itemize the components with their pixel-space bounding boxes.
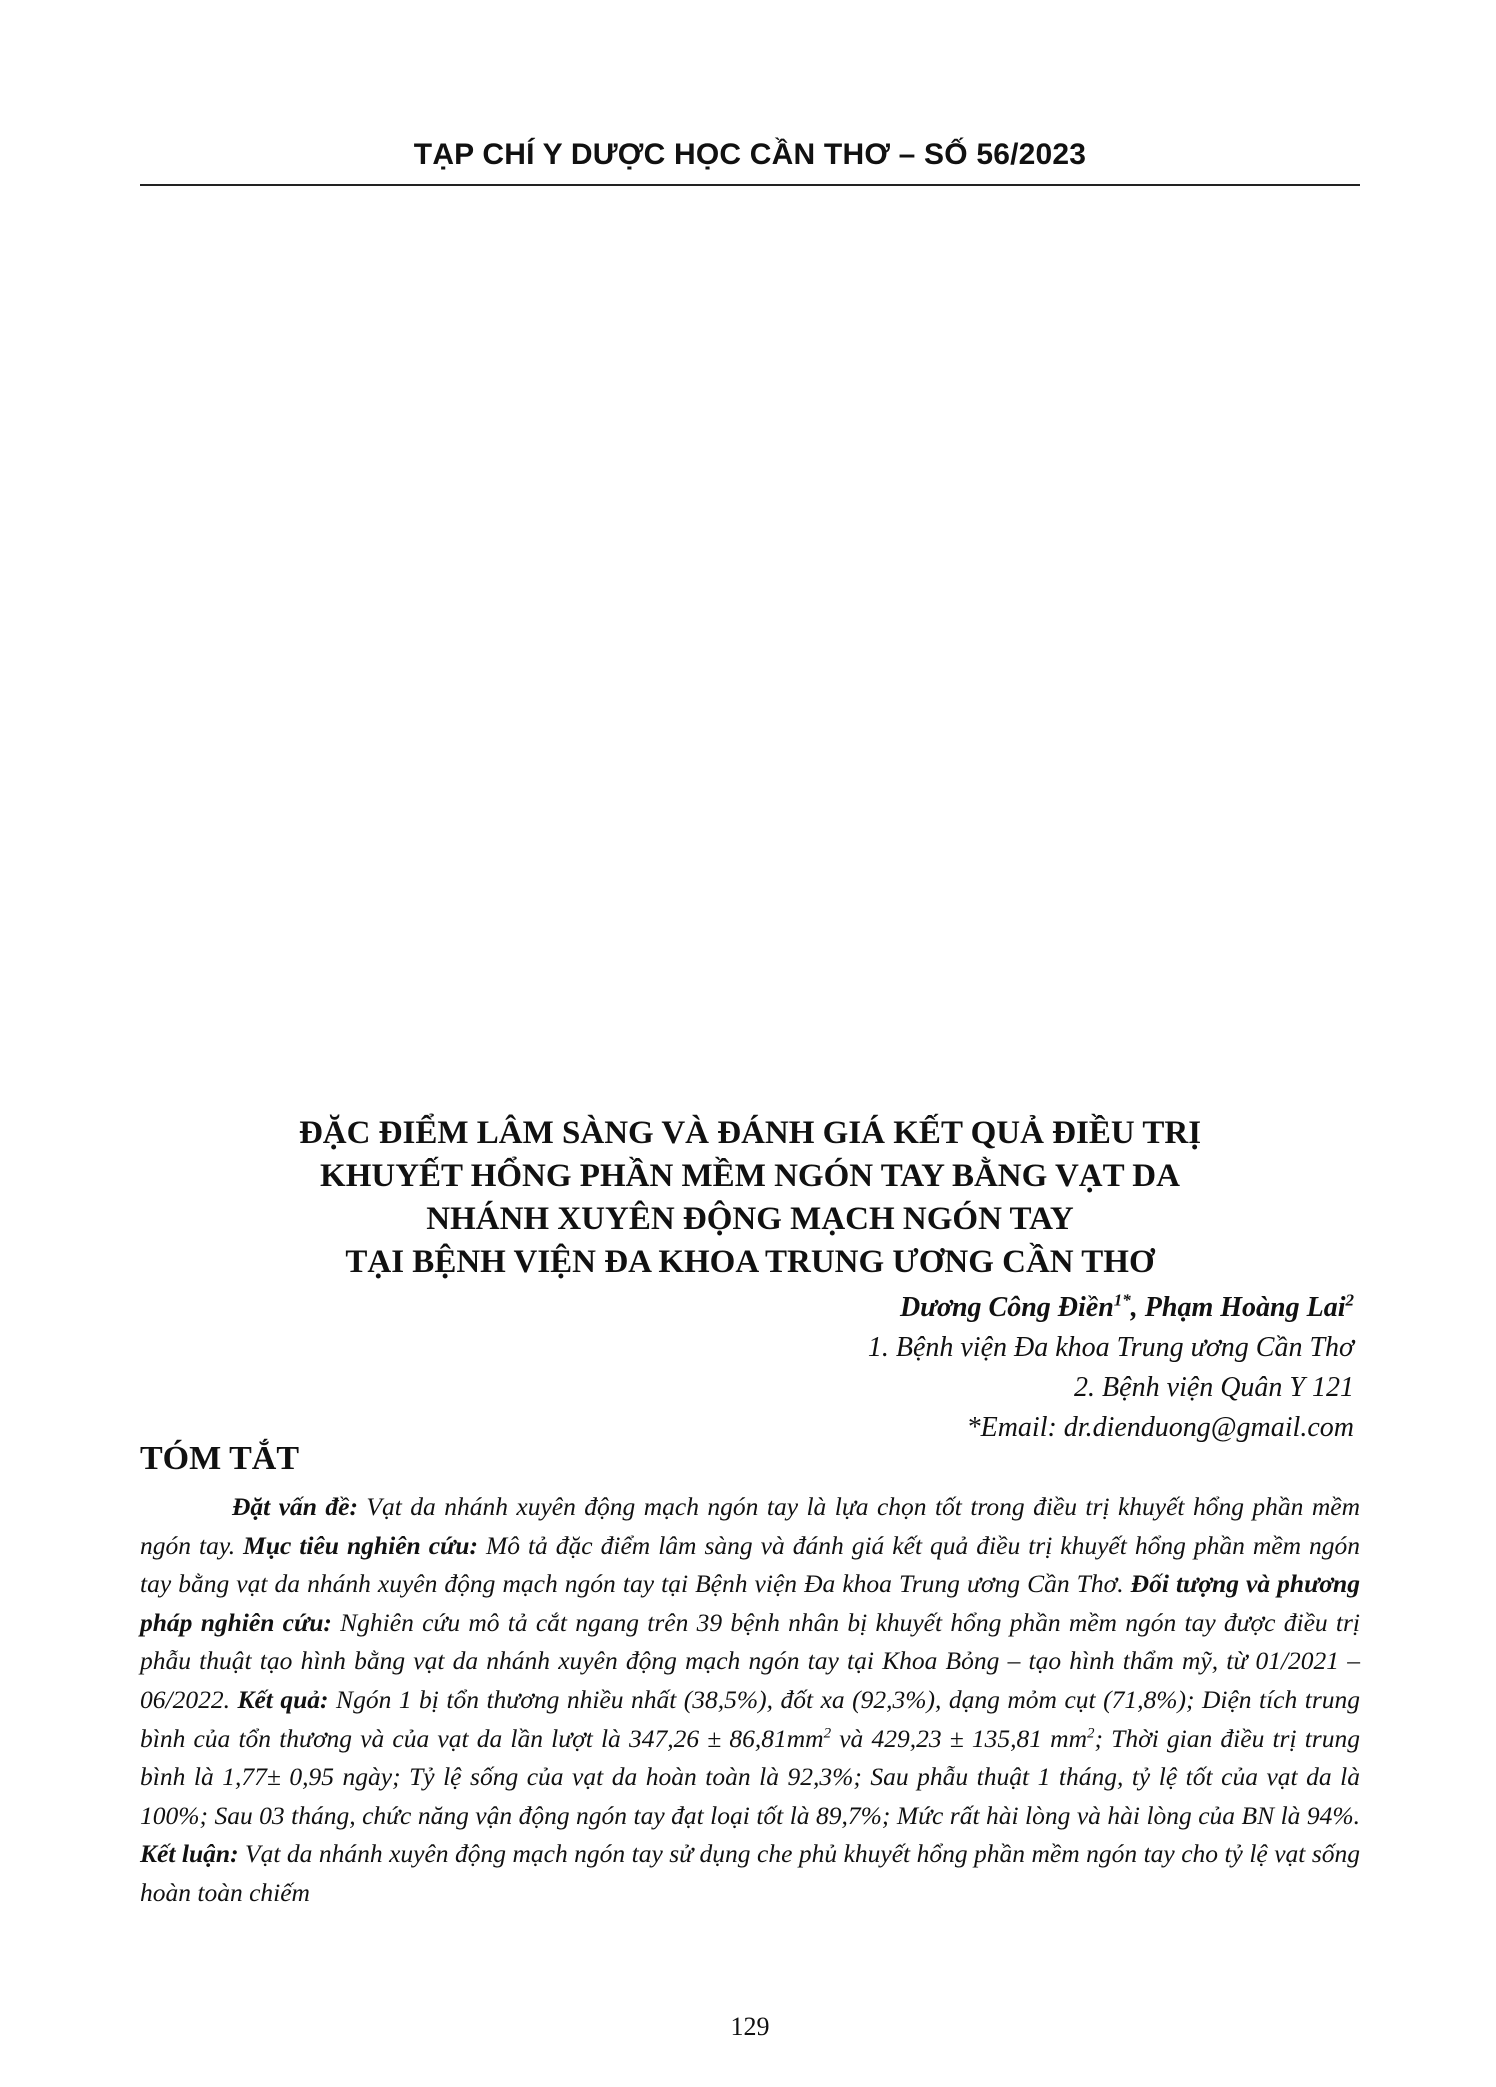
affiliation: 1. Bệnh viện Đa khoa Trung ương Cần Thơ bbox=[867, 1332, 1354, 1363]
corresponding-email: *Email: dr.dienduong@gmail.com bbox=[966, 1412, 1354, 1443]
abstract-heading: TÓM TẮT bbox=[140, 1440, 300, 1477]
title-line: TẠI BỆNH VIỆN ĐA KHOA TRUNG ƯƠNG CẦN THƠ bbox=[345, 1244, 1155, 1280]
title-line: KHUYẾT HỔNG PHẦN MỀM NGÓN TAY BẰNG VẠT DA bbox=[320, 1158, 1180, 1194]
superscript: 2 bbox=[1087, 1725, 1095, 1742]
title-line: ĐẶC ĐIỂM LÂM SÀNG VÀ ĐÁNH GIÁ KẾT QUẢ ĐIỀU TRỊ bbox=[298, 1115, 1202, 1151]
author-name: Dương Công Điền bbox=[899, 1292, 1114, 1323]
article-title bbox=[140, 1112, 1360, 1284]
byline bbox=[868, 1288, 1354, 1448]
abstract-text: và 429,23 ± 135,81 mm bbox=[831, 1723, 1087, 1753]
author-separator: , bbox=[1130, 1292, 1145, 1323]
abstract-text: Mô tả đặc điểm lâm sàng và đánh giá kết quả điều trị khuyết hổng phần mềm ngón tay bằng vạt da nhánh xuyên động mạch ngón tay tại Bệnh viện Đa khoa Trung ương Cần Thơ. bbox=[140, 1530, 1360, 1599]
abstract-label: Đối tượng và phương pháp nghiên cứu: bbox=[140, 1569, 1360, 1637]
superscript: 2 bbox=[823, 1725, 832, 1742]
author-mark: 2 bbox=[1345, 1290, 1354, 1310]
abstract-text: Nghiên cứu mô tả cắt ngang trên 39 bệnh nhân bị khuyết hổng phần mềm ngón tay được điều trị phẫu thuật tạo hình bằng vạt da nhánh xuyên động mạch ngón tay tại Khoa Bỏng – tạo hình thẩm mỹ, từ 01/2021 – 06/2022. bbox=[140, 1607, 1360, 1714]
affiliation: 2. Bệnh viện Quân Y 121 bbox=[1074, 1372, 1354, 1403]
abstract-label: Đặt vấn đề: bbox=[232, 1492, 358, 1521]
abstract-label: Kết quả: bbox=[237, 1684, 329, 1714]
header-rule bbox=[140, 184, 1360, 186]
abstract-label: Mục tiêu nghiên cứu: bbox=[243, 1530, 478, 1560]
author-mark: 1* bbox=[1113, 1290, 1131, 1310]
running-header: TẠP CHÍ Y DƯỢC HỌC CẦN THƠ – SỐ 56/2023 bbox=[413, 138, 1087, 171]
title-line: NHÁNH XUYÊN ĐỘNG MẠCH NGÓN TAY bbox=[426, 1201, 1074, 1237]
author-list bbox=[868, 1288, 1354, 1328]
abstract-label: Kết luận: bbox=[140, 1839, 239, 1869]
abstract-text: Vạt da nhánh xuyên động mạch ngón tay sử dụng che phủ khuyết hổng phần mềm ngón tay cho tỷ lệ vạt sống hoàn toàn chiếm bbox=[140, 1839, 1360, 1907]
page-number: 129 bbox=[730, 2012, 770, 2041]
abstract-body bbox=[140, 1488, 1360, 1913]
abstract-text: Ngón 1 bị tổn thương nhiều nhất (38,5%), đốt xa (92,3%), dạng mỏm cụt (71,8%); Diện tích trung bình của tổn thương và của vạt da lần lượt là 347,26 ± 86,81mm bbox=[140, 1684, 1361, 1753]
author-name: Phạm Hoàng Lai bbox=[1144, 1292, 1346, 1323]
abstract-text: ; Thời gian điều trị trung bình là 1,77± 0,95 ngày; Tỷ lệ sống của vạt da hoàn toàn là 92,3%; Sau phẫu thuật 1 tháng, tỷ lệ tốt của vạt da là 100%; Sau 03 tháng, chức năng vận động ngón tay đạt loại tốt là 89,7%; Mức rất hài lòng và hài lòng của BN là 94%. bbox=[140, 1723, 1360, 1830]
abstract-text: Vạt da nhánh xuyên động mạch ngón tay là lựa chọn tốt trong điều trị khuyết hổng phần mềm ngón tay. bbox=[140, 1492, 1360, 1560]
